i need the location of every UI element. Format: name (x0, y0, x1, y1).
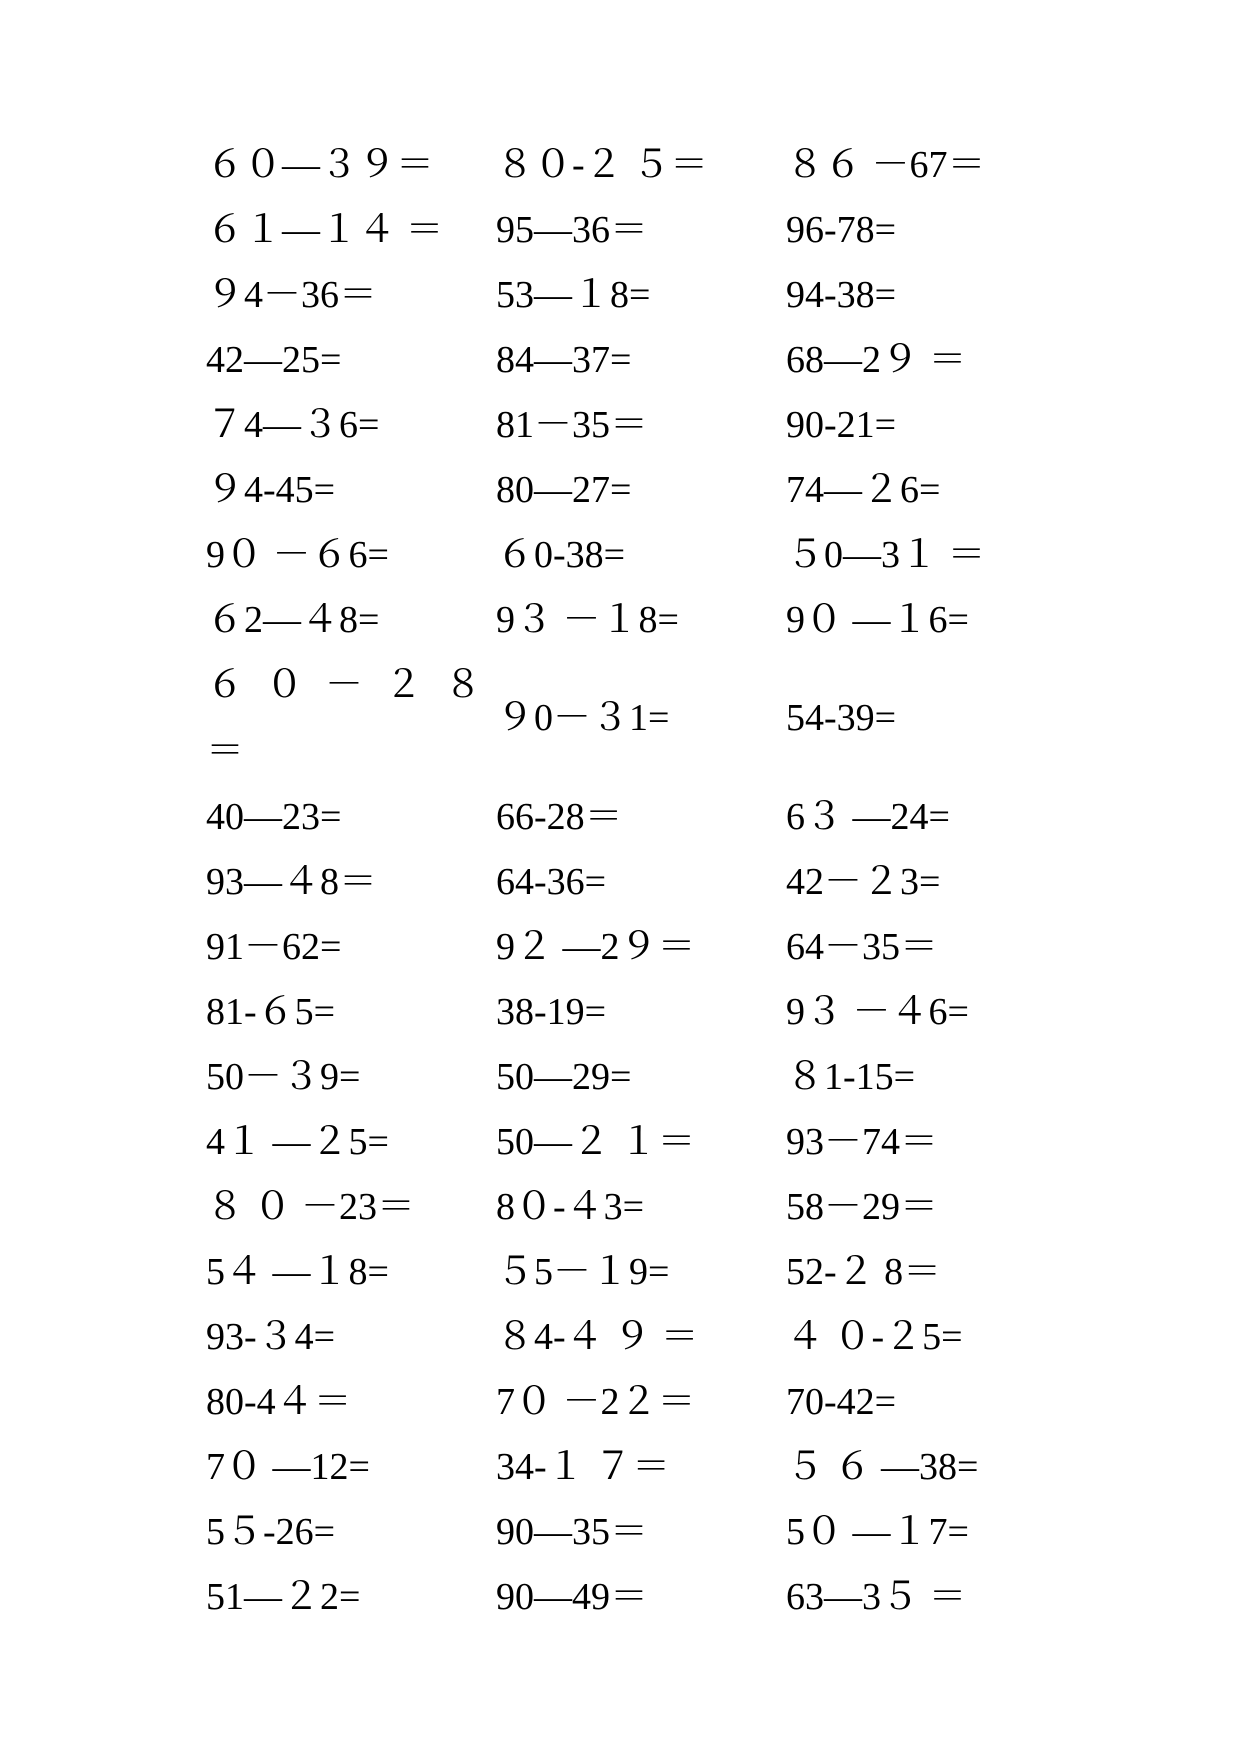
subtraction-problem: 74—２6= (786, 468, 941, 511)
subtraction-problem: 58－29＝ (786, 1185, 939, 1228)
problem-row (206, 587, 1046, 652)
subtraction-problem: 64-36= (496, 860, 607, 903)
subtraction-problem: 50—２ １＝ (496, 1120, 696, 1163)
problem-row (206, 784, 1046, 849)
subtraction-problem: 40—23= (206, 795, 342, 838)
subtraction-problem: 9２ —2９＝ (496, 925, 696, 968)
problem-row (206, 1239, 1046, 1304)
subtraction-problem: 9０ —１6= (786, 598, 969, 641)
subtraction-problem: 93—４8＝ (206, 860, 378, 903)
problem-row (206, 522, 1046, 587)
subtraction-problem: ７4—３6= (206, 403, 380, 446)
subtraction-problem: 66-28＝ (496, 795, 623, 838)
subtraction-problem: 5５-26= (206, 1510, 336, 1553)
subtraction-problem: ６１—１４ ＝ (206, 208, 444, 251)
subtraction-problem: 63—3５ ＝ (786, 1575, 967, 1618)
problem-row (206, 652, 1046, 784)
subtraction-problem: 6３ —24= (786, 795, 950, 838)
subtraction-problem: 9０ －６6= (206, 533, 389, 576)
subtraction-problem: ６０—３９＝ (206, 143, 435, 186)
subtraction-problem: 54-39= (786, 697, 897, 739)
subtraction-problem: 93-３4= (206, 1315, 336, 1358)
problem-row (206, 197, 1046, 262)
subtraction-problem: ５5－１9= (496, 1250, 670, 1293)
subtraction-problem: ８０-２ ５＝ (496, 143, 709, 186)
subtraction-problem: 9３ －４6= (786, 990, 969, 1033)
subtraction-problem: ６2—４8= (206, 598, 380, 641)
subtraction-problem: ９0－３1= (496, 697, 670, 739)
subtraction-problem: 80—27= (496, 468, 632, 511)
subtraction-problem: 68—2９ ＝ (786, 338, 967, 381)
subtraction-problem: 42—25= (206, 338, 342, 381)
subtraction-problem: ９4－36＝ (206, 273, 378, 316)
subtraction-problem: 70-42= (786, 1380, 897, 1423)
problem-row (206, 979, 1046, 1044)
subtraction-problem: 34-１ ７＝ (496, 1445, 671, 1488)
subtraction-problem: 42－２3= (786, 860, 941, 903)
subtraction-problem: ９4-45= (206, 468, 336, 511)
subtraction-problem: ４ ０-２5= (786, 1315, 963, 1358)
problem-row (206, 1109, 1046, 1174)
subtraction-problem: ８６ －67＝ (786, 143, 986, 186)
problem-row (206, 1044, 1046, 1109)
subtraction-problem: 91－62= (206, 925, 342, 968)
problem-row (206, 914, 1046, 979)
subtraction-problem: 81-６5= (206, 990, 336, 1033)
subtraction-problem: 9３ －１8= (496, 598, 679, 641)
problem-row (206, 262, 1046, 327)
subtraction-problem: ８1-15= (786, 1055, 916, 1098)
subtraction-problem: 50－３9= (206, 1055, 361, 1098)
subtraction-problem: 90—35＝ (496, 1510, 649, 1553)
problem-row (206, 327, 1046, 392)
subtraction-problem: 52-２ 8＝ (786, 1250, 942, 1293)
problem-row (206, 1499, 1046, 1564)
problem-row (206, 1434, 1046, 1499)
problem-row (206, 1369, 1046, 1434)
subtraction-problem: 90—49＝ (496, 1575, 649, 1618)
subtraction-problem: ６0-38= (496, 533, 626, 576)
subtraction-problem: 64－35＝ (786, 925, 939, 968)
subtraction-problem: 93－74＝ (786, 1120, 939, 1163)
subtraction-problem: ６ ０ － ２ ８ ＝ (206, 664, 489, 772)
problem-row (206, 132, 1046, 197)
subtraction-problem: 84—37= (496, 338, 632, 381)
subtraction-problem: ５ ６ —38= (786, 1445, 979, 1488)
subtraction-problem: 5４ —１8= (206, 1250, 389, 1293)
problem-row (206, 849, 1046, 914)
subtraction-problem: ８4-４ ９ ＝ (496, 1315, 699, 1358)
problems-grid-body (206, 132, 1046, 1629)
subtraction-problem: ８ ０ －23＝ (206, 1185, 416, 1228)
subtraction-problems-grid (206, 132, 1046, 1629)
problem-row (206, 457, 1046, 522)
subtraction-problem: 53—１8= (496, 273, 651, 316)
subtraction-problem: 80-4４＝ (206, 1380, 352, 1423)
problem-row (206, 1564, 1046, 1629)
subtraction-problem: 8０-４3= (496, 1185, 645, 1228)
subtraction-problem: ５0—3１ ＝ (786, 533, 986, 576)
subtraction-problem: 90-21= (786, 403, 897, 446)
subtraction-problem: 95—36＝ (496, 208, 649, 251)
subtraction-problem: 51—２2= (206, 1575, 361, 1618)
subtraction-problem: 7０ －2２＝ (496, 1380, 696, 1423)
subtraction-problem: 96-78= (786, 208, 897, 251)
problem-row (206, 1174, 1046, 1239)
subtraction-problem: 50—29= (496, 1055, 632, 1098)
subtraction-problem: 81－35＝ (496, 403, 649, 446)
subtraction-problem: 94-38= (786, 273, 897, 316)
problem-row (206, 392, 1046, 457)
subtraction-problem: 7０ —12= (206, 1445, 370, 1488)
subtraction-problem: 38-19= (496, 990, 607, 1033)
problem-row (206, 1304, 1046, 1369)
subtraction-problem: 4１ —２5= (206, 1120, 389, 1163)
subtraction-problem: 5０ —１7= (786, 1510, 969, 1553)
